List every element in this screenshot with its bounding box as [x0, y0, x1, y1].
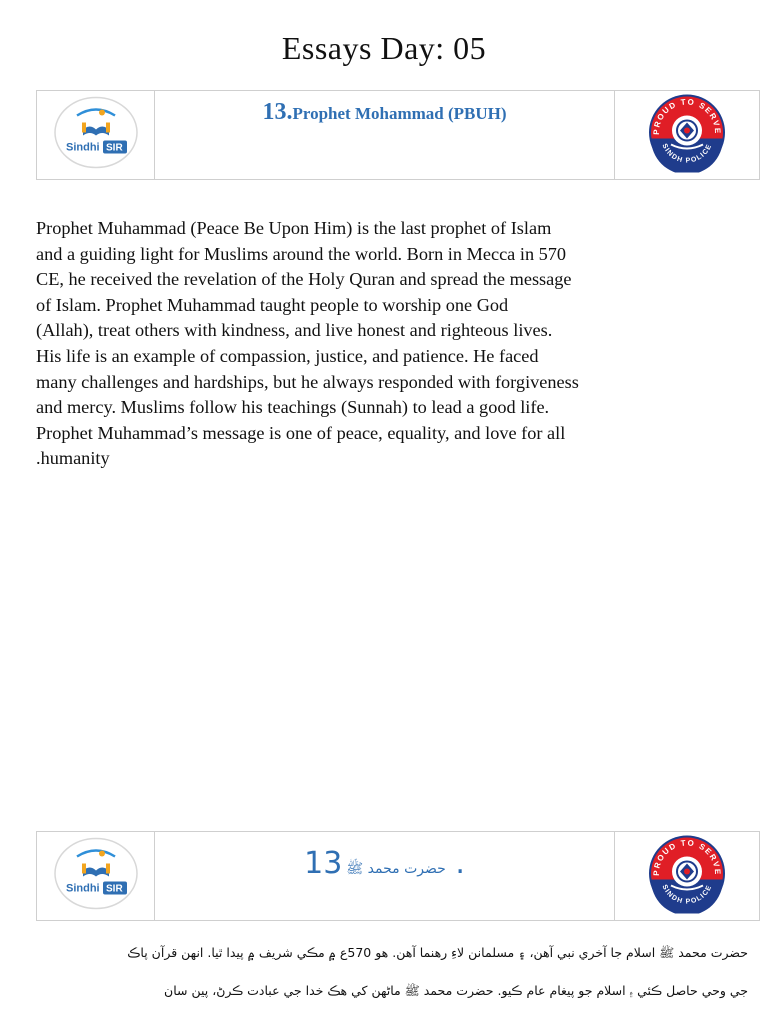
police-bottom-label: SINDH POLICE [660, 142, 714, 165]
sindhi-essay-line: جي وحي حاصل ڪئي ۽ اسلام جو پيغام عام ڪيو. حضرت محمد ﷺ ماڻهن کي هڪ خدا جي عبادت ڪرڻ، پين سان [164, 983, 748, 998]
english-essay-line: and a guiding light for Muslims around the world. Born in Mecca in 570 [36, 243, 567, 264]
sindhi-heading-number: 13 . [304, 846, 465, 881]
sindh-police-logo [647, 93, 727, 178]
page-title: Essays Day: 05 [281, 30, 487, 66]
sindhi-heading [155, 846, 614, 881]
english-essay-line: Prophet Muhammad (Peace Be Upon Him) is the last prophet of Islam [36, 218, 552, 238]
english-essay-line: of Islam. Prophet Muhammad taught people to worship one God [36, 294, 509, 315]
english-essay-line: His life is an example of compassion, justice, and patience. He faced [36, 345, 539, 366]
sindhi-logo-label: Sindhi [65, 882, 100, 895]
sindhi-essay-line: حضرت محمد ﷺ اسلام جا آخري نبي آهن، ۽ مسلمانن لاءِ رهنما آهن. هو 570ع ۾ مڪي شريف ۾ پيدا ٿيا. انهن قرآن پاڪ [127, 945, 748, 960]
left-logo-cell [37, 91, 155, 179]
english-heading-title: Prophet Mohammad (PBUH) [292, 104, 507, 123]
right-logo-cell [614, 91, 759, 179]
sindhi-heading-title: حضرت محمد ﷺ [346, 861, 446, 877]
english-essay-line: CE, he received the revelation of the Holy Quran and spread the message [36, 269, 572, 290]
english-essay-line: and mercy. Muslims follow his teachings (Sunnah) to lead a good life. [36, 397, 550, 418]
police-top-label: PROUD TO SERVE [651, 838, 723, 876]
english-essay [36, 216, 736, 472]
police-bottom-label: SINDH POLICE [660, 883, 714, 906]
sir-logo-label: SIR [105, 142, 123, 154]
english-essay-line: Prophet Muhammad’s message is one of peace, equality, and love for all [36, 422, 566, 443]
english-essay-line: (Allah), treat others with kindness, and live honest and righteous lives. [36, 320, 553, 341]
left-logo-cell [37, 832, 155, 920]
sindhi-sir-logo [53, 96, 139, 175]
english-essay-line: many challenges and hardships, but he always responded with forgiveness [36, 371, 579, 392]
sindhi-logo-label: Sindhi [65, 141, 100, 154]
sindhi-heading-box [36, 831, 760, 921]
english-heading [155, 99, 614, 126]
sir-logo-label: SIR [105, 883, 123, 895]
english-heading-number: 13. [262, 99, 293, 125]
police-top-label: PROUD TO SERVE [651, 97, 723, 135]
english-essay-line: .humanity [36, 448, 110, 469]
sindhi-sir-logo [53, 837, 139, 916]
english-heading-box [36, 90, 760, 180]
right-logo-cell [614, 832, 759, 920]
sindh-police-logo [647, 834, 727, 919]
